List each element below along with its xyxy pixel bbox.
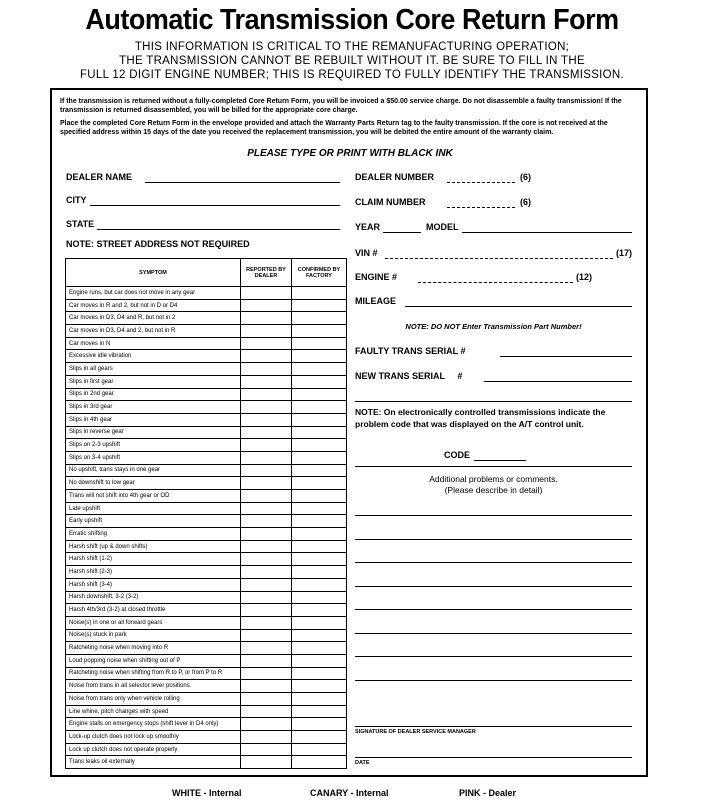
confirmed-checkbox[interactable] — [292, 312, 347, 325]
reported-checkbox[interactable] — [241, 363, 292, 376]
reported-checkbox[interactable] — [241, 337, 292, 350]
reported-checkbox[interactable] — [241, 528, 292, 541]
new-serial-label: NEW TRANS SERIAL # — [355, 371, 463, 381]
table-row — [66, 718, 347, 731]
confirmed-checkbox[interactable] — [292, 718, 347, 731]
reported-checkbox[interactable] — [241, 743, 292, 756]
table-row — [66, 642, 347, 655]
confirmed-checkbox[interactable] — [292, 515, 347, 528]
copy-pink: PINK - Dealer — [459, 788, 517, 798]
symptom-cell: Car moves in R and 2, but not in D or D4 — [66, 299, 241, 312]
symptom-cell: Harsh downshift, 3-2 (3-2) — [66, 591, 241, 604]
subtitle-line: THE TRANSMISSION CANNOT BE REBUILT WITHOUT IT. BE SURE TO FILL IN THE — [119, 55, 585, 67]
symptom-cell: Harsh shift (1-2) — [66, 553, 241, 566]
table-row — [66, 743, 347, 756]
part-number-note: NOTE: DO NOT Enter Transmission Part Number! — [405, 322, 582, 331]
table-row — [66, 363, 347, 376]
reported-header: REPORTED BY DEALER — [241, 259, 292, 287]
reported-checkbox[interactable] — [241, 490, 292, 503]
state-label: STATE — [66, 219, 95, 229]
confirmed-checkbox[interactable] — [292, 616, 347, 629]
table-row — [66, 413, 347, 426]
symptom-cell: Noise(s) in one or all forward gears — [66, 616, 241, 629]
symptom-cell: Slips in first gear — [66, 375, 241, 388]
signature-label: SIGNATURE OF DEALER SERVICE MANAGER — [355, 729, 476, 735]
confirmed-header: CONFIRMED BY FACTORY — [292, 259, 347, 287]
code-note: NOTE: On electronically controlled transmissions indicate the problem code that was displayed on the A/T control unit. — [355, 407, 606, 429]
symptom-header: SYMPTOM — [66, 259, 241, 287]
symptom-cell: Ratcheting noise when shifting from R to P, or from P to R — [66, 667, 241, 680]
dealer-name-field[interactable] — [145, 182, 340, 183]
confirmed-checkbox[interactable] — [292, 654, 347, 667]
comment-line[interactable] — [355, 515, 632, 516]
table-row — [66, 502, 347, 515]
engine-field[interactable] — [418, 282, 573, 283]
reported-checkbox[interactable] — [241, 401, 292, 414]
confirmed-checkbox[interactable] — [292, 743, 347, 756]
table-row — [66, 337, 347, 350]
table-row — [66, 401, 347, 414]
table-row — [66, 325, 347, 338]
symptom-cell: Early upshift — [66, 515, 241, 528]
table-row — [66, 388, 347, 401]
reported-checkbox[interactable] — [241, 553, 292, 566]
confirmed-checkbox[interactable] — [292, 731, 347, 744]
copy-canary: CANARY - Internal — [310, 788, 389, 798]
date-label: DATE — [355, 760, 370, 766]
city-field[interactable] — [90, 205, 340, 206]
new-serial-field[interactable] — [484, 381, 632, 382]
confirmed-checkbox[interactable] — [292, 363, 347, 376]
table-row — [66, 756, 347, 769]
table-row — [66, 693, 347, 706]
code-field[interactable] — [474, 460, 526, 461]
confirmed-checkbox[interactable] — [292, 591, 347, 604]
reported-checkbox[interactable] — [241, 642, 292, 655]
reported-checkbox[interactable] — [241, 502, 292, 515]
symptom-cell: Ratcheting noise when moving into R — [66, 642, 241, 655]
reported-checkbox[interactable] — [241, 299, 292, 312]
signature-field[interactable] — [355, 726, 632, 727]
reported-checkbox[interactable] — [241, 439, 292, 452]
symptom-cell: Slips on 2-3 upshift — [66, 439, 241, 452]
dealer-name-label: DEALER NAME — [66, 172, 133, 182]
instruction-text: If the transmission is returned without a fully-completed Core Return Form, you will be invoiced a $50.00 service charge. Do not disassemble a faulty transmission! If the transmission is returned disassembled, you will be billed for the appropriate core charge. — [60, 98, 622, 114]
symptom-cell: Excessive idle vibration — [66, 350, 241, 363]
symptom-cell: Lock up clutch does not operate properly — [66, 743, 241, 756]
confirmed-checkbox[interactable] — [292, 464, 347, 477]
table-row — [66, 616, 347, 629]
confirmed-checkbox[interactable] — [292, 604, 347, 617]
comment-line[interactable] — [355, 539, 632, 540]
ink-note: PLEASE TYPE OR PRINT WITH BLACK INK — [247, 148, 453, 159]
table-row — [66, 553, 347, 566]
claim-number-field[interactable] — [447, 207, 515, 208]
symptom-cell: Slips on 3-4 upshift — [66, 451, 241, 464]
city-label: CITY — [66, 195, 87, 205]
symptom-cell: Slips in reverse gear — [66, 426, 241, 439]
symptom-table — [65, 258, 347, 769]
vin-length: (17) — [616, 248, 633, 258]
table-row — [66, 375, 347, 388]
table-row — [66, 312, 347, 325]
reported-checkbox[interactable] — [241, 591, 292, 604]
confirmed-checkbox[interactable] — [292, 667, 347, 680]
reported-checkbox[interactable] — [241, 375, 292, 388]
symptom-cell: Engine stalls on emergency stops (shift lever in D4 only) — [66, 718, 241, 731]
symptom-cell: Car moves in N — [66, 337, 241, 350]
reported-checkbox[interactable] — [241, 312, 292, 325]
mileage-field[interactable] — [405, 306, 632, 307]
symptom-cell: Lock-up clutch does not lock up smoothly — [66, 731, 241, 744]
symptom-cell: Slips in all gears — [66, 363, 241, 376]
confirmed-checkbox[interactable] — [292, 439, 347, 452]
faulty-serial-label: FAULTY TRANS SERIAL # — [355, 346, 466, 356]
reported-checkbox[interactable] — [241, 477, 292, 490]
street-note: NOTE: STREET ADDRESS NOT REQUIRED — [66, 239, 250, 249]
table-row — [66, 604, 347, 617]
table-row — [66, 654, 347, 667]
table-row — [66, 426, 347, 439]
comments-label-line: (Please describe in detail) — [444, 485, 543, 495]
copy-white: WHITE - Internal — [172, 788, 242, 798]
confirmed-checkbox[interactable] — [292, 566, 347, 579]
table-row — [66, 528, 347, 541]
reported-checkbox[interactable] — [241, 287, 292, 300]
table-row — [66, 451, 347, 464]
reported-checkbox[interactable] — [241, 629, 292, 642]
dealer-number-field[interactable] — [447, 182, 515, 183]
table-row — [66, 680, 347, 693]
symptom-cell: Harsh 4th/3rd (3-2) at closed throttle — [66, 604, 241, 617]
confirmed-checkbox[interactable] — [292, 375, 347, 388]
table-row — [66, 540, 347, 553]
symptom-cell: Trans will not shift into 4th gear or OD — [66, 490, 241, 503]
symptom-cell: Harsh shift (3-4) — [66, 578, 241, 591]
reported-checkbox[interactable] — [241, 540, 292, 553]
reported-checkbox[interactable] — [241, 705, 292, 718]
confirmed-checkbox[interactable] — [292, 451, 347, 464]
comments-label — [355, 474, 632, 496]
dealer-number-length: (6) — [520, 172, 531, 182]
divider — [355, 466, 632, 467]
confirmed-checkbox[interactable] — [292, 337, 347, 350]
confirmed-checkbox[interactable] — [292, 426, 347, 439]
vin-field[interactable] — [385, 258, 613, 259]
reported-checkbox[interactable] — [241, 515, 292, 528]
comment-line[interactable] — [355, 586, 632, 587]
reported-checkbox[interactable] — [241, 578, 292, 591]
confirmed-checkbox[interactable] — [292, 642, 347, 655]
claim-number-length: (6) — [520, 197, 531, 207]
symptom-cell: Slips in 4th gear — [66, 413, 241, 426]
comment-line[interactable] — [355, 680, 632, 681]
reported-checkbox[interactable] — [241, 451, 292, 464]
confirmed-checkbox[interactable] — [292, 693, 347, 706]
state-field[interactable] — [97, 229, 340, 230]
symptom-cell: Erratic shifting — [66, 528, 241, 541]
engine-length: (12) — [576, 272, 593, 282]
comment-line[interactable] — [355, 656, 632, 657]
symptom-cell: Car moves in D3, D4 and 2, but not in R — [66, 325, 241, 338]
confirmed-checkbox[interactable] — [292, 413, 347, 426]
reported-checkbox[interactable] — [241, 325, 292, 338]
confirmed-checkbox[interactable] — [292, 578, 347, 591]
symptom-cell: Car moves in D3, D4 and R, but not in 2 — [66, 312, 241, 325]
table-row — [66, 350, 347, 363]
table-row — [66, 731, 347, 744]
table-row — [66, 464, 347, 477]
symptom-cell: Slips in 2nd gear — [66, 388, 241, 401]
symptom-cell: Trans leaks oil externally — [66, 756, 241, 769]
table-row — [66, 439, 347, 452]
confirmed-checkbox[interactable] — [292, 756, 347, 769]
comments-label-line: Additional problems or comments. — [429, 474, 558, 484]
reported-checkbox[interactable] — [241, 680, 292, 693]
confirmed-checkbox[interactable] — [292, 325, 347, 338]
year-label: YEAR — [355, 222, 381, 232]
confirmed-checkbox[interactable] — [292, 629, 347, 642]
confirmed-checkbox[interactable] — [292, 299, 347, 312]
confirmed-checkbox[interactable] — [292, 401, 347, 414]
confirmed-checkbox[interactable] — [292, 502, 347, 515]
reported-checkbox[interactable] — [241, 604, 292, 617]
table-row — [66, 490, 347, 503]
confirmed-checkbox[interactable] — [292, 388, 347, 401]
confirmed-checkbox[interactable] — [292, 477, 347, 490]
faulty-serial-field[interactable] — [500, 356, 632, 357]
subtitle-line: FULL 12 DIGIT ENGINE NUMBER; THIS IS REQUIRED TO FULLY IDENTIFY THE TRANSMISSION. — [79, 69, 625, 81]
reported-checkbox[interactable] — [241, 756, 292, 769]
confirmed-checkbox[interactable] — [292, 287, 347, 300]
symptom-cell: Noise from trans in all selector lever positions — [66, 680, 241, 693]
mileage-label: MILEAGE — [355, 296, 397, 306]
subtitle-line: THIS INFORMATION IS CRITICAL TO THE REMANUFACTURING OPERATION; — [134, 41, 570, 53]
table-row — [66, 477, 347, 490]
reported-checkbox[interactable] — [241, 731, 292, 744]
vin-label: VIN # — [355, 248, 378, 258]
symptom-cell: Late upshift — [66, 502, 241, 515]
confirmed-checkbox[interactable] — [292, 350, 347, 363]
table-row — [66, 299, 347, 312]
symptom-cell: Loud popping noise when shifting out of P — [66, 654, 241, 667]
form-title: Automatic Transmission Core Return Form — [85, 4, 619, 36]
dealer-number-label: DEALER NUMBER — [355, 172, 435, 182]
comment-line[interactable] — [355, 562, 632, 563]
reported-checkbox[interactable] — [241, 693, 292, 706]
code-label: CODE — [444, 450, 471, 460]
table-row — [66, 629, 347, 642]
confirmed-checkbox[interactable] — [292, 680, 347, 693]
symptom-cell: Slips in 3rd gear — [66, 401, 241, 414]
reported-checkbox[interactable] — [241, 566, 292, 579]
symptom-cell: Harsh shift (2-3) — [66, 566, 241, 579]
table-row — [66, 591, 347, 604]
confirmed-checkbox[interactable] — [292, 540, 347, 553]
reported-checkbox[interactable] — [241, 413, 292, 426]
claim-number-label: CLAIM NUMBER — [355, 197, 426, 207]
reported-checkbox[interactable] — [241, 388, 292, 401]
table-row — [66, 578, 347, 591]
reported-checkbox[interactable] — [241, 667, 292, 680]
reported-checkbox[interactable] — [241, 718, 292, 731]
confirmed-checkbox[interactable] — [292, 553, 347, 566]
model-field[interactable] — [462, 232, 632, 233]
symptom-cell: Noise(s) stuck in park — [66, 629, 241, 642]
reported-checkbox[interactable] — [241, 426, 292, 439]
divider — [355, 401, 632, 402]
engine-label: ENGINE # — [355, 272, 398, 282]
confirmed-checkbox[interactable] — [292, 528, 347, 541]
reported-checkbox[interactable] — [241, 616, 292, 629]
confirmed-checkbox[interactable] — [292, 490, 347, 503]
date-field[interactable] — [355, 757, 632, 758]
symptom-cell: Line whine, pitch changes with speed — [66, 705, 241, 718]
table-row — [66, 667, 347, 680]
symptom-cell: No upshift, trans stays in one gear — [66, 464, 241, 477]
comment-line[interactable] — [355, 609, 632, 610]
instruction-text: Place the completed Core Return Form in the envelope provided and attach the Warranty Parts Return tag to the faulty transmission. If the core is not received at the specified address within 15 days of the date you received the replacement transmission, you will be debited the entire amount of the warranty claim. — [60, 120, 608, 136]
symptom-cell: Harsh shift (up & down shifts) — [66, 540, 241, 553]
reported-checkbox[interactable] — [241, 350, 292, 363]
symptom-cell: Engine runs, but car does not move in any gear — [66, 287, 241, 300]
confirmed-checkbox[interactable] — [292, 705, 347, 718]
table-row — [66, 287, 347, 300]
comment-line[interactable] — [355, 633, 632, 634]
reported-checkbox[interactable] — [241, 464, 292, 477]
table-row — [66, 566, 347, 579]
table-row — [66, 705, 347, 718]
symptom-cell: Noise from trans only when vehicle rolling — [66, 693, 241, 706]
table-row — [66, 515, 347, 528]
model-label: MODEL — [426, 222, 459, 232]
reported-checkbox[interactable] — [241, 654, 292, 667]
symptom-cell: No downshift to low gear — [66, 477, 241, 490]
year-field[interactable] — [383, 232, 421, 233]
